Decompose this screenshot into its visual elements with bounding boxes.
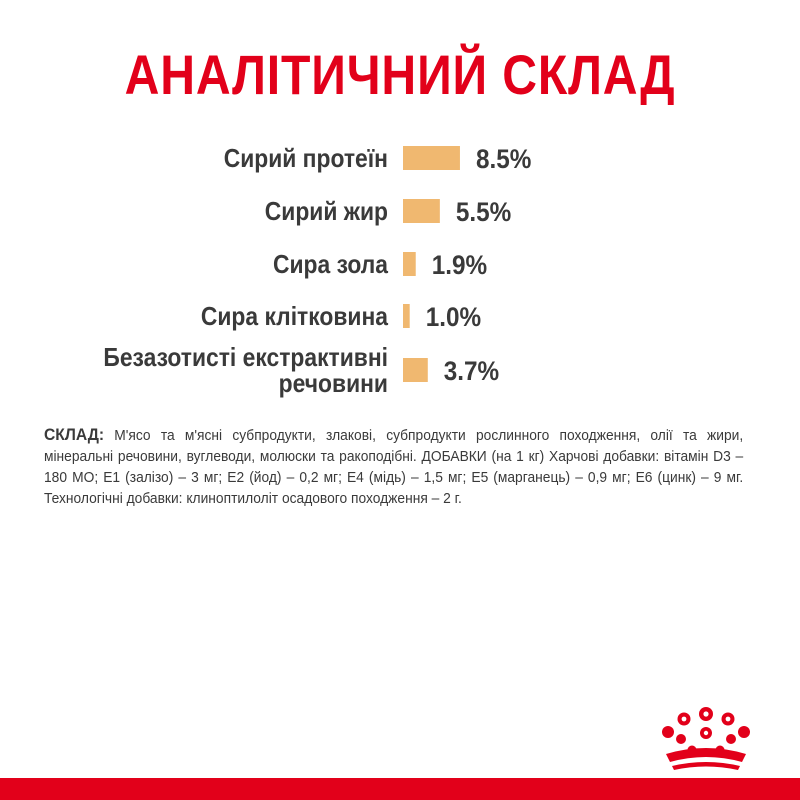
value-label: 1.9% — [431, 250, 488, 281]
bar — [403, 304, 410, 328]
value-label: 1.0% — [425, 302, 482, 333]
value-label: 8.5% — [475, 144, 532, 175]
category-label: Сира зола — [272, 250, 388, 280]
bar — [403, 199, 440, 223]
category-label: Сирий протеїн — [223, 144, 388, 174]
bottom-accent-bar — [0, 778, 800, 800]
value-label: 5.5% — [455, 197, 512, 228]
composition-label: СКЛАД: — [44, 425, 105, 444]
page-title: АНАЛІТИЧНИЙ СКЛАД — [124, 43, 676, 106]
composition-text: М'ясо та м'ясні субпродукти, злакові, субпродукти рослинного походження, олії та жири, мінеральні речовини, вуглеводи, молюски та ракоподібні. ДОБАВКИ (на 1 кг) Харчові добавки: вітамін D3 – 180 МО; E1 (залізо) – 3 мг; E2 (йод) – 0,2 мг; E4 (мідь) – 1,5 мг; E5 (марганець) – 0,9 мг; E6 (цинк) – 9 мг. Технологічні добавки: клиноптилоліт осадового походження – 2 г. — [44, 427, 744, 507]
composition-block — [44, 424, 743, 509]
value-label: 3.7% — [443, 356, 500, 387]
crown-icon — [658, 706, 754, 774]
bar — [403, 252, 416, 276]
category-label: Сира клітковина — [200, 302, 388, 332]
bar — [403, 146, 460, 170]
category-label: Безазотисті екстрактивні речовини — [103, 343, 389, 399]
nutrition-bar-chart — [0, 130, 800, 400]
category-label: Сирий жир — [264, 197, 388, 227]
bar — [403, 358, 428, 382]
